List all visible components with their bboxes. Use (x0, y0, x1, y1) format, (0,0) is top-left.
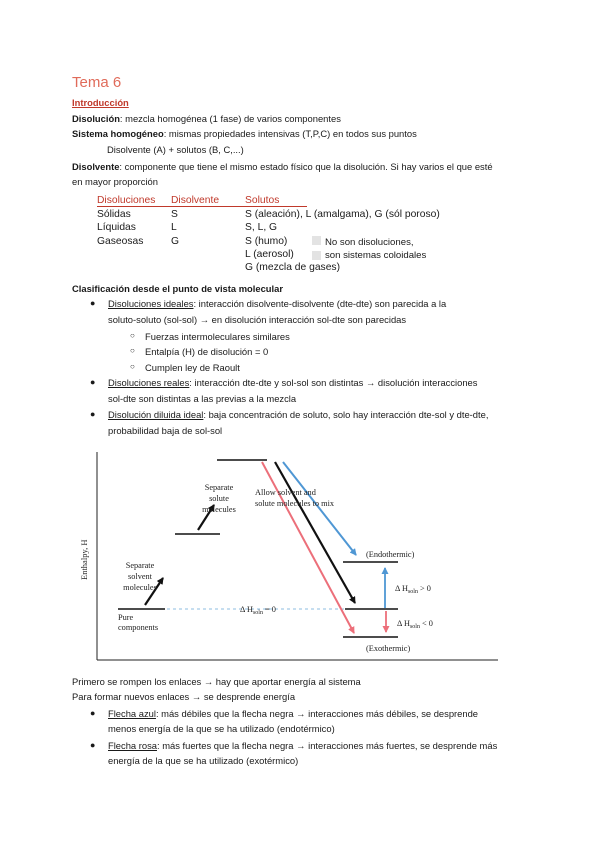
bullet-icon: ● (90, 377, 96, 387)
text-line: Primero se rompen los enlaces → hay que aportar energía al sistema (72, 676, 361, 687)
bullet-text: : más fuertes que la flecha negra → interacciones más fuertes, se desprende más (156, 740, 498, 751)
sub-item: Fuerzas intermoleculares similares (145, 331, 290, 342)
table-cell: G (mezcla de gases) (245, 262, 340, 273)
section-heading: Clasificación desde el punto de vista molecular (72, 283, 284, 294)
dh-sub: soln (407, 589, 418, 595)
bullet-reales-cont: sol-dte son distintas a las previas a la mezcla (108, 393, 297, 404)
bullet-term: Disolución diluida ideal (108, 409, 204, 420)
bullet-icon: ● (90, 708, 96, 718)
dh-symbol: Δ H (397, 619, 410, 628)
dh-symbol: Δ H (240, 605, 253, 614)
table-note: No son disoluciones, (325, 237, 414, 248)
def-term: Disolución (72, 113, 120, 124)
dh-sub: soln (409, 624, 420, 630)
dh-symbol: Δ H (395, 584, 408, 593)
bullet-term: Flecha rosa (108, 740, 157, 751)
circle-bullet-icon: ○ (130, 362, 135, 371)
bullet-text: : más débiles que la flecha negra → interacciones más débiles, se desprende (155, 708, 479, 719)
bullet-diluida-cont: probabilidad baja de sol-sol (108, 425, 223, 436)
bullet-text: : interacción disolvente-disolvente (dte-dte) son parecida a la (193, 298, 447, 309)
dh-value: < 0 (419, 619, 433, 628)
table-header-disoluciones: Disoluciones (97, 195, 156, 206)
bullet-text: : interacción dte-dte y sol-sol son distintas → disolución interacciones (189, 377, 478, 388)
text-line: Para formar nuevos enlaces → se desprende energía (72, 691, 296, 702)
sub-item: Cumplen ley de Raoult (145, 362, 240, 373)
page-title: Tema 6 (72, 74, 122, 91)
label-endo: (Endothermic) (366, 550, 415, 559)
table-cell: S (aleación), L (amalgama), G (sól poroso) (245, 209, 440, 220)
y-axis-label: Enthalpy, H (79, 539, 89, 580)
def-term: Sistema homogéneo (72, 128, 164, 139)
table-cell: S, L, G (245, 222, 278, 233)
label-solvent: molecules (123, 583, 157, 592)
table-cell: G (171, 236, 180, 247)
table-cell: L (aerosol) (245, 249, 294, 260)
def-disolvente-cont: en mayor proporción (72, 176, 158, 187)
label-solute: Separate (204, 483, 234, 492)
bullet-ideales-cont: soluto-soluto (sol-sol) → en disolución interacción sol-dte son parecidas (108, 314, 407, 325)
circle-bullet-icon: ○ (130, 331, 135, 340)
label-pure: Pure (118, 613, 134, 622)
bullet-rosa-cont: energía de la que se ha utilizado (exotérmico) (108, 755, 299, 766)
bullet-icon: ● (90, 409, 96, 419)
table-cell: Líquidas (97, 222, 136, 233)
formula: Disolvente (A) + solutos (B, C,...) (107, 144, 244, 155)
bullet-azul-cont: menos energía de la que se ha utilizado (endotérmico) (108, 723, 335, 734)
label-solute: molecules (202, 505, 236, 514)
table-cell: Gaseosas (97, 236, 144, 247)
table-note: son sistemas coloidales (325, 250, 427, 261)
table-cell: L (171, 222, 177, 233)
label-dh-zero (240, 605, 276, 616)
label-pure: components (118, 623, 159, 632)
table-cell: S (humo) (245, 236, 288, 247)
bullet-term: Flecha azul (108, 708, 156, 719)
bullet-text: : baja concentración de soluto, solo hay interacción dte-sol y dte-dte, (203, 409, 489, 420)
table-cell: S (171, 209, 178, 220)
table-header-disolvente: Disolvente (171, 195, 220, 206)
table-cell: Sólidas (97, 209, 131, 220)
dh-sub: soln (252, 610, 263, 616)
label-solvent: solvent (128, 572, 152, 581)
label-solute: solute (209, 494, 229, 503)
label-mix: solute molecules to mix (255, 499, 335, 508)
circle-bullet-icon: ○ (130, 346, 135, 355)
label-dh-negative (397, 619, 433, 630)
def-text: : componente que tiene el mismo estado físico que la disolución. Si hay varios el que esté (119, 161, 493, 172)
dh-value: > 0 (417, 584, 431, 593)
bullet-term: Disoluciones reales (108, 377, 190, 388)
def-text: : mismas propiedades intensivas (T,P,C) en todos sus puntos (163, 128, 417, 139)
arrow-mix-black (275, 462, 355, 603)
dh-value: = 0 (262, 605, 276, 614)
bullet-icon: ● (90, 740, 96, 750)
bullet-icon: ● (90, 298, 96, 308)
bullet-term: Disoluciones ideales (108, 298, 194, 309)
table-header-solutos: Solutos (245, 195, 280, 206)
label-dh-positive (395, 584, 431, 595)
bullet-rosa (108, 740, 497, 752)
bullet-azul (108, 708, 478, 720)
label-solvent: Separate (125, 561, 155, 570)
def-text: : mezcla homogénea (1 fase) de varios componentes (119, 113, 341, 124)
sub-item: Entalpía (H) de disolución = 0 (145, 346, 269, 357)
label-mix: Allow solvent and (255, 488, 316, 497)
intro-heading: Introducción (72, 97, 129, 108)
label-exo: (Exothermic) (366, 644, 411, 653)
def-term: Disolvente (72, 161, 120, 172)
